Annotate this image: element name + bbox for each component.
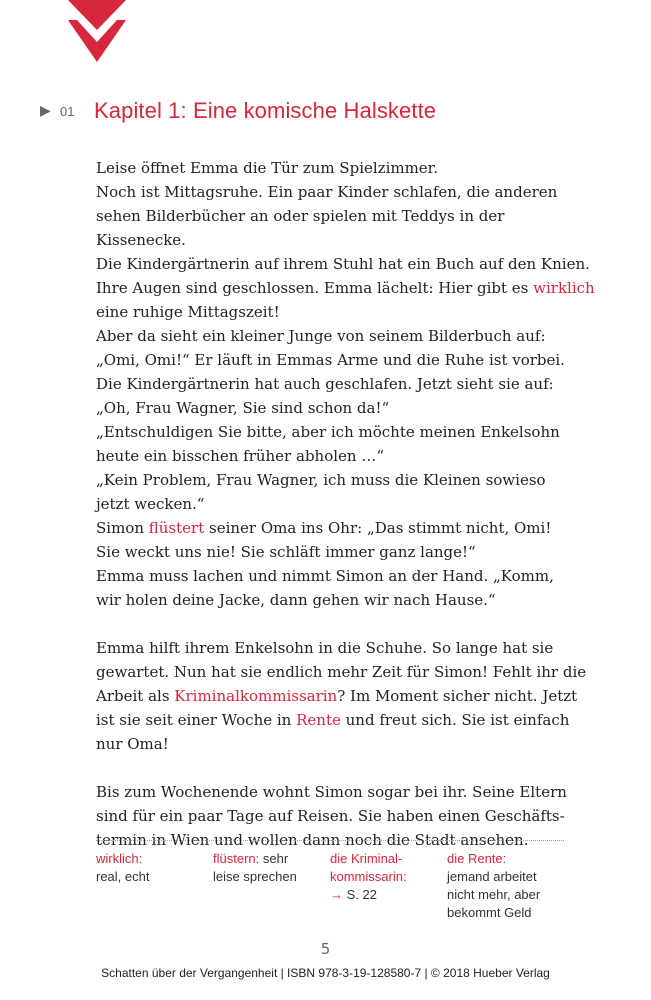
glossary-entry-fluestern xyxy=(213,850,330,922)
text-line xyxy=(96,684,596,708)
glossary-term: die Rente: xyxy=(447,851,507,866)
text-line: sind für ein paar Tage auf Reisen. Sie haben einen Geschäfts- xyxy=(96,807,565,825)
text-line: Bis zum Wochenende wohnt Simon sogar bei ihr. Seine Eltern xyxy=(96,783,567,801)
text-line xyxy=(96,276,596,300)
text-line: Leise öffnet Emma die Tür zum Spielzimmer. xyxy=(96,159,438,177)
glossary-definition: nicht mehr, aber xyxy=(447,887,541,902)
footer-credits: Schatten über der Vergangenheit | ISBN 978-3-19-128580-7 | © 2018 Hueber Verlag xyxy=(101,966,550,980)
text-line: Sie weckt uns nie! Sie schläft immer ganz lange!“ xyxy=(96,543,476,561)
text-line xyxy=(96,516,596,540)
page-number: 5 xyxy=(320,940,331,958)
text-line: „Oh, Frau Wagner, Sie sind schon da!“ xyxy=(96,399,390,417)
glossary-term: wirklich: xyxy=(96,851,143,866)
glossary-definition: leise sprechen xyxy=(213,869,297,884)
double-chevron-logo xyxy=(66,0,128,64)
glossary-term: flüstern: xyxy=(213,851,260,866)
text-segment: ist sie seit einer Woche in xyxy=(96,711,297,729)
text-line xyxy=(96,708,596,732)
story-text xyxy=(96,156,596,852)
text-line: termin in Wien und wollen dann noch die Stadt ansehen. xyxy=(96,831,529,849)
text-line: Noch ist Mittagsruhe. Ein paar Kinder schlafen, die anderen xyxy=(96,183,558,201)
text-line: „Omi, Omi!“ Er läuft in Emmas Arme und die Ruhe ist vorbei. xyxy=(96,351,565,369)
glossary-divider xyxy=(96,840,564,841)
paragraph-gap xyxy=(96,612,596,636)
text-line: Emma hilft ihrem Enkelsohn in die Schuhe. So lange hat sie xyxy=(96,639,554,657)
glossary-word: flüstert xyxy=(148,519,205,537)
glossary-word: Kriminalkommissarin xyxy=(174,687,338,705)
glossary-entry-rente xyxy=(447,850,576,922)
glossary-definition: bekommt Geld xyxy=(447,905,532,920)
glossary-reference: S. 22 xyxy=(343,887,377,902)
text-line: sehen Bilderbücher an oder spielen mit Teddys in der Kissenecke. xyxy=(96,207,505,249)
text-segment: Arbeit als xyxy=(96,687,175,705)
glossary xyxy=(96,850,576,922)
glossary-term: kommissarin: xyxy=(330,869,407,884)
glossary-entry-kommissarin xyxy=(330,850,447,922)
text-segment: und freut sich. Sie ist einfach xyxy=(340,711,570,729)
text-line: „Entschuldigen Sie bitte, aber ich möchte meinen Enkelsohn xyxy=(96,423,560,441)
text-line: wir holen deine Jacke, dann gehen wir nach Hause.“ xyxy=(96,591,496,609)
play-triangle-icon[interactable]: ▶ xyxy=(40,103,51,119)
text-line: Die Kindergärtnerin auf ihrem Stuhl hat ein Buch auf den Knien. xyxy=(96,255,590,273)
arrow-right-icon: → xyxy=(330,887,343,902)
text-line: Aber da sieht ein kleiner Junge von seinem Bilderbuch auf: xyxy=(96,327,546,345)
text-segment: Simon xyxy=(96,519,149,537)
text-segment: seiner Oma ins Ohr: „Das stimmt nicht, Omi! xyxy=(204,519,552,537)
chapter-header xyxy=(40,96,436,126)
glossary-definition: real, echt xyxy=(96,869,150,884)
text-line: Emma muss lachen und nimmt Simon an der Hand. „Komm, xyxy=(96,567,554,585)
glossary-word: Rente xyxy=(296,711,341,729)
text-line: heute ein bisschen früher abholen …“ xyxy=(96,447,385,465)
text-line: Die Kindergärtnerin hat auch geschlafen. Jetzt sieht sie auf: xyxy=(96,375,554,393)
glossary-definition: sehr xyxy=(259,851,289,866)
glossary-definition: jemand arbeitet xyxy=(447,869,537,884)
glossary-word: wirklich xyxy=(533,279,595,297)
chapter-title: Kapitel 1: Eine komische Halskette xyxy=(94,98,437,123)
text-line: eine ruhige Mittagszeit! xyxy=(96,303,280,321)
audio-track-number: 01 xyxy=(60,103,75,119)
glossary-term: die Kriminal- xyxy=(330,851,403,866)
text-line: „Kein Problem, Frau Wagner, ich muss die Kleinen sowieso xyxy=(96,471,546,489)
text-segment: ? Im Moment sicher nicht. Jetzt xyxy=(337,687,578,705)
text-line: jetzt wecken.“ xyxy=(96,495,205,513)
text-segment: Ihre Augen sind geschlossen. Emma lächelt: Hier gibt es xyxy=(96,279,534,297)
paragraph-gap xyxy=(96,756,596,780)
glossary-entry-wirklich xyxy=(96,850,213,922)
text-line: gewartet. Nun hat sie endlich mehr Zeit für Simon! Fehlt ihr die xyxy=(96,663,587,681)
text-line: nur Oma! xyxy=(96,735,169,753)
